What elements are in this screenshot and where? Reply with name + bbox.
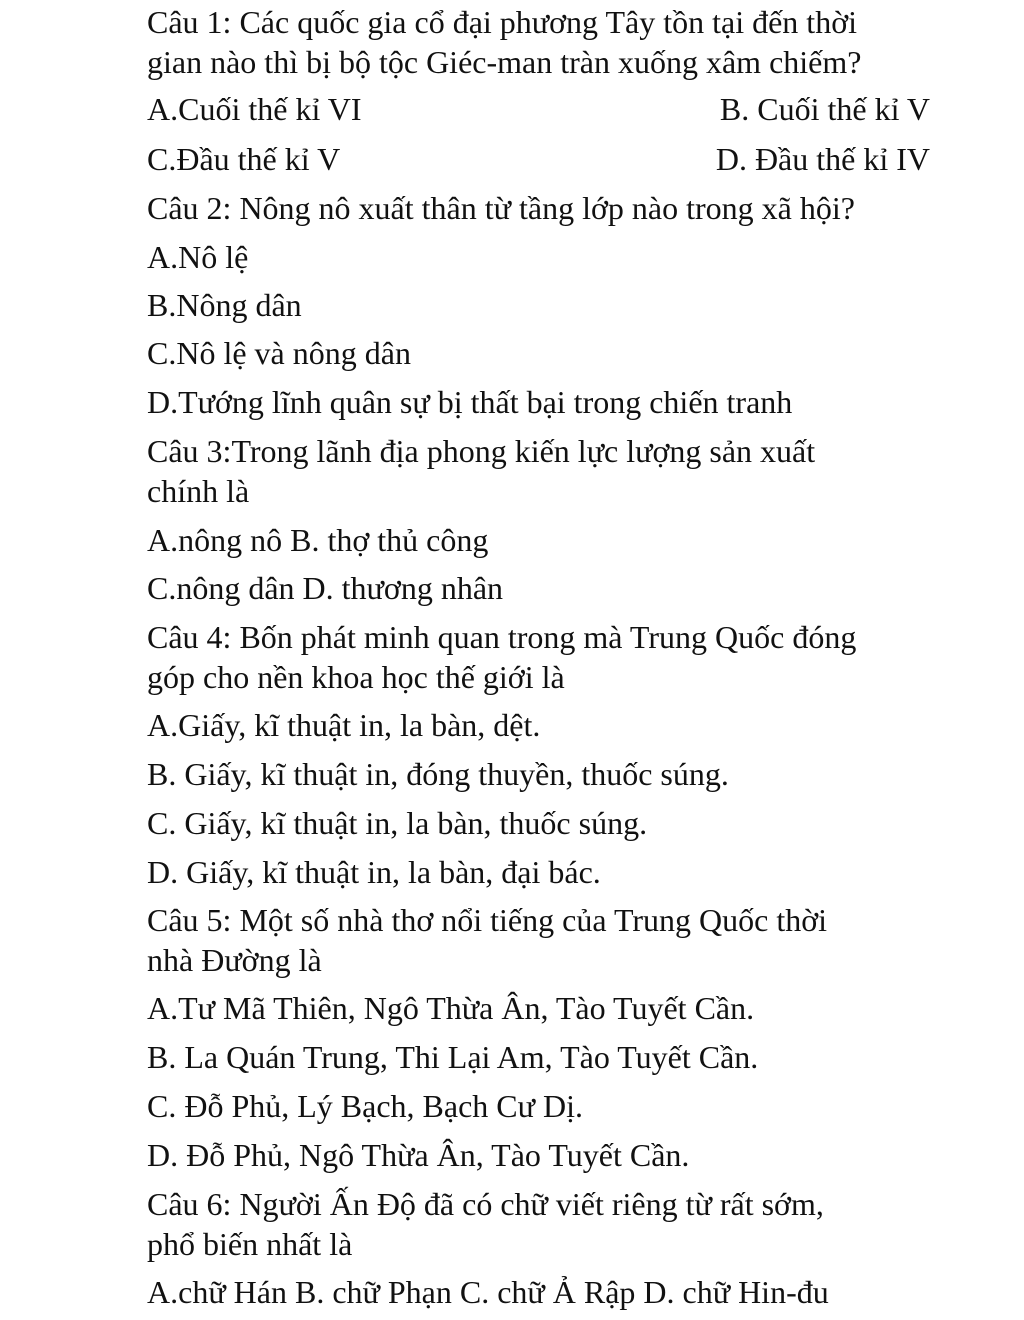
q3-stem-line-1: Câu 3:Trong lãnh địa phong kiến lực lượng sản xuất (147, 433, 816, 469)
q5-option-d: D. Đỗ Phủ, Ngô Thừa Ân, Tào Tuyết Cần. (147, 1137, 690, 1173)
q5-option-c: C. Đỗ Phủ, Lý Bạch, Bạch Cư Dị. (147, 1088, 583, 1124)
q3-options-line-2: C.nông dân D. thương nhân (147, 570, 504, 606)
q1-stem-line-1: Câu 1: Các quốc gia cổ đại phương Tây tồn tại đến thời (147, 4, 857, 40)
q5-stem-line-1: Câu 5: Một số nhà thơ nổi tiếng của Trung Quốc thời (147, 902, 828, 938)
q6-options-line-1: A.chữ Hán B. chữ Phạn C. chữ Ả Rập D. chữ Hin-đu (147, 1274, 829, 1310)
q4-stem-line-2: góp cho nền khoa học thế giới là (147, 659, 565, 695)
q5-option-b: B. La Quán Trung, Thi Lại Am, Tào Tuyết Cần. (147, 1039, 759, 1075)
q4-option-c: C. Giấy, kĩ thuật in, la bàn, thuốc súng. (147, 805, 648, 841)
q1-stem-line-2: gian nào thì bị bộ tộc Giéc-man tràn xuống xâm chiếm? (147, 44, 862, 80)
q3-options-line-1: A.nông nô B. thợ thủ công (147, 522, 489, 558)
q6-stem-line-2: phổ biến nhất là (147, 1226, 353, 1262)
q2-option-b: B.Nông dân (147, 287, 302, 323)
q3-stem-line-2: chính là (147, 473, 250, 509)
q5-option-a: A.Tư Mã Thiên, Ngô Thừa Ân, Tào Tuyết Cần. (147, 990, 755, 1026)
q2-option-c: C.Nô lệ và nông dân (147, 335, 411, 371)
q2-stem-line-1: Câu 2: Nông nô xuất thân từ tầng lớp nào trong xã hội? (147, 190, 855, 226)
q4-option-b: B. Giấy, kĩ thuật in, đóng thuyền, thuốc súng. (147, 756, 729, 792)
q1-option-d: D. Đầu thế kỉ IV (715, 141, 930, 177)
q1-option-b: B. Cuối thế kỉ V (719, 91, 930, 127)
q2-option-d: D.Tướng lĩnh quân sự bị thất bại trong chiến tranh (147, 384, 793, 420)
q4-option-d: D. Giấy, kĩ thuật in, la bàn, đại bác. (147, 854, 601, 890)
q4-option-a: A.Giấy, kĩ thuật in, la bàn, dệt. (147, 707, 541, 743)
q6-stem-line-1: Câu 6: Người Ấn Độ đã có chữ viết riêng từ rất sớm, (147, 1186, 824, 1222)
q1-option-a: A.Cuối thế kỉ VI (147, 91, 362, 127)
q5-stem-line-2: nhà Đường là (147, 942, 322, 978)
q4-stem-line-1: Câu 4: Bốn phát minh quan trong mà Trung Quốc đóng (147, 619, 857, 655)
q2-option-a: A.Nô lệ (147, 239, 249, 275)
q1-option-c: C.Đầu thế kỉ V (147, 141, 341, 177)
